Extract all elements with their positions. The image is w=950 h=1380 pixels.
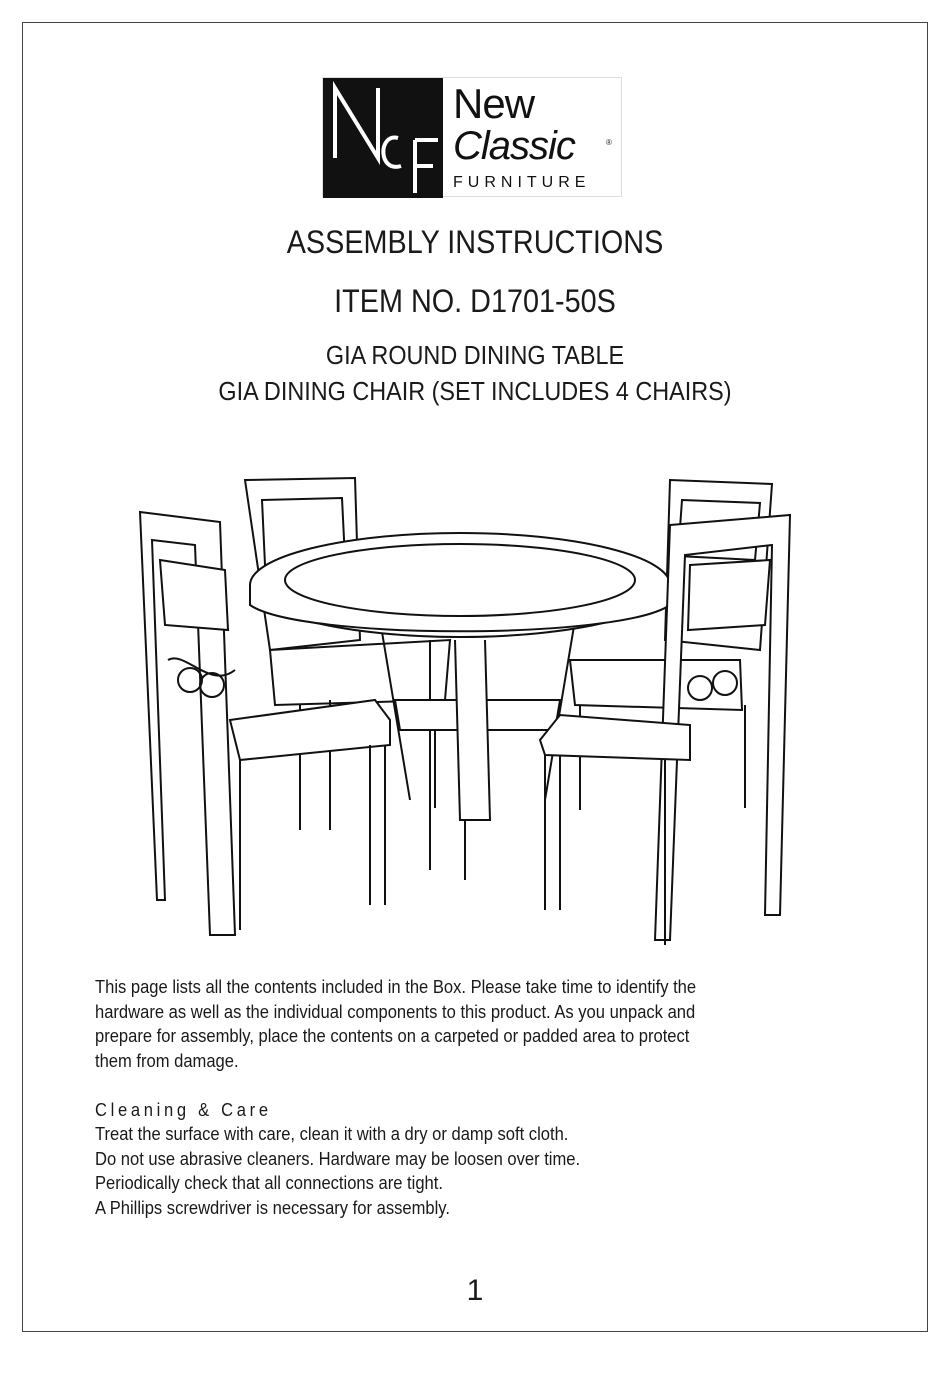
item-number: ITEM NO. D1701-50S xyxy=(334,283,616,319)
dining-set-illustration xyxy=(130,470,810,950)
logo-text-classic: Classic xyxy=(453,124,575,168)
back-left-chair xyxy=(245,478,450,830)
product-line-table: GIA ROUND DINING TABLE xyxy=(325,340,625,370)
brand-logo xyxy=(322,77,622,197)
product-line-chairs: GIA DINING CHAIR (SET INCLUDES 4 CHAIRS) xyxy=(218,376,732,406)
intro-line: prepare for assembly, place the contents on a carpeted or padded area to protect xyxy=(95,1026,690,1046)
logo-text-furniture: FURNITURE xyxy=(453,174,591,191)
care-line: Periodically check that all connections are tight. xyxy=(95,1173,443,1193)
care-line: Treat the surface with care, clean it with a dry or damp soft cloth. xyxy=(95,1124,569,1144)
logo-text-new: New xyxy=(453,80,535,127)
care-heading: Cleaning & Care xyxy=(95,1099,272,1120)
ncf-monogram xyxy=(323,78,443,198)
intro-line: hardware as well as the individual components to this product. As you unpack and xyxy=(95,1001,696,1022)
document-title: ASSEMBLY INSTRUCTIONS xyxy=(286,224,664,260)
care-line: A Phillips screwdriver is necessary for assembly. xyxy=(95,1197,450,1218)
intro-line: them from damage. xyxy=(95,1050,239,1071)
page-number: 1 xyxy=(466,1274,484,1307)
registered-mark: ® xyxy=(606,138,612,147)
intro-line: This page lists all the contents included in the Box. Please take time to identify the xyxy=(95,977,697,997)
care-line: Do not use abrasive cleaners. Hardware may be loosen over time. xyxy=(95,1148,581,1169)
intro-and-care-text xyxy=(95,975,696,1220)
